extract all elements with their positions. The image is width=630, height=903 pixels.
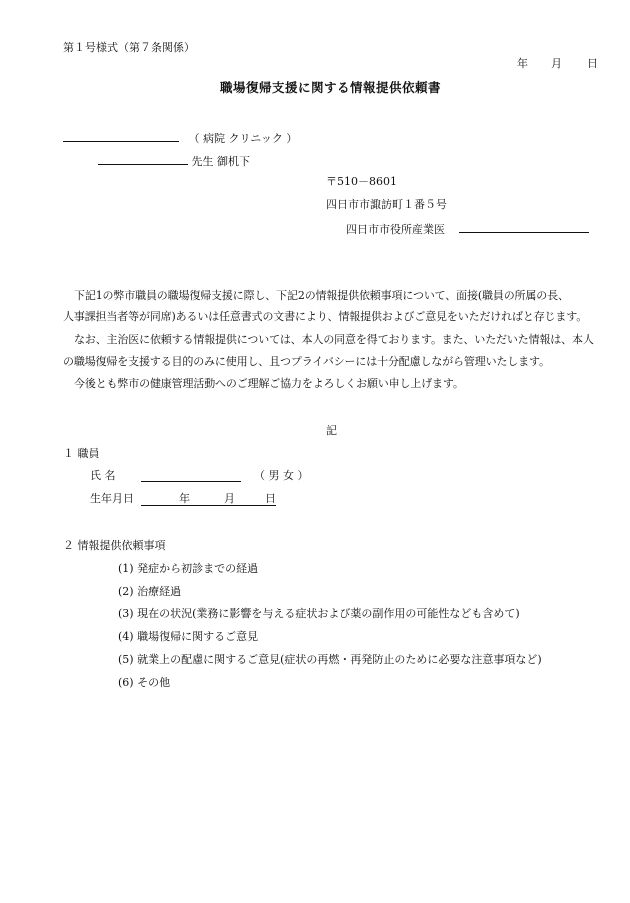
dob-year-label: 年 bbox=[179, 492, 190, 505]
employee-gender-options[interactable]: （ 男 女 ） bbox=[254, 469, 309, 482]
request-item: (4) 職場復帰に関するご意見 bbox=[118, 630, 259, 643]
request-item: (2) 治療経過 bbox=[118, 585, 182, 598]
employee-dob-blank[interactable] bbox=[141, 493, 276, 506]
ki-marker: 記 bbox=[326, 424, 337, 437]
section2-heading: ２ 情報提供依頼事項 bbox=[63, 539, 166, 552]
employee-name-blank[interactable] bbox=[141, 470, 241, 482]
addressee-institution-row bbox=[63, 130, 297, 144]
request-item: (5) 就業上の配慮に関するご意見(症状の再燃・再発防止のために必要な注意事項など) bbox=[118, 653, 542, 666]
body-p1-line2: 人事課担当者等が同席)あるいは任意書式の文書により、情報提供およびご意見をいただければと存じます。 bbox=[63, 310, 588, 323]
sender-signature-blank[interactable] bbox=[459, 221, 589, 233]
sender-postal-code: 〒510－8601 bbox=[326, 175, 397, 188]
addressee-doctor-row bbox=[98, 153, 250, 167]
doctor-name-blank[interactable] bbox=[98, 153, 188, 165]
sender-signature-row bbox=[346, 221, 589, 235]
sender-address: 四日市市諏訪町１番５号 bbox=[326, 198, 447, 211]
section1-heading: １ 職員 bbox=[63, 447, 100, 460]
date-day-label: 日 bbox=[587, 57, 598, 70]
body-p2-line2: の職場復帰を支援する目的のみに使用し、且つプライバシーには十分配慮しながら管理いたします。 bbox=[63, 355, 550, 368]
request-item: (3) 現在の状況(業務に影響を与える症状および薬の副作用の可能性なども含めて) bbox=[118, 607, 520, 620]
request-item: (1) 発症から初診までの経過 bbox=[118, 562, 259, 575]
employee-name-label: 氏 名 bbox=[90, 469, 116, 482]
dob-day-label: 日 bbox=[265, 492, 276, 505]
dob-month-label: 月 bbox=[224, 492, 235, 505]
form-number: 第１号様式（第７条関係） bbox=[63, 41, 195, 54]
date-month-label: 月 bbox=[551, 57, 562, 70]
institution-name-blank[interactable] bbox=[63, 130, 179, 142]
employee-dob-label: 生年月日 bbox=[90, 492, 134, 505]
request-item: (6) その他 bbox=[118, 676, 171, 689]
date-year-label: 年 bbox=[517, 57, 528, 70]
body-p2-line1: なお、主治医に依頼する情報提供については、本人の同意を得ております。また、いただいた情報は、本人 bbox=[74, 333, 594, 346]
doctor-honorific: 先生 御机下 bbox=[191, 155, 250, 168]
sender-role: 四日市市役所産業医 bbox=[346, 223, 445, 236]
body-p3-line1: 今後とも弊市の健康管理活動へのご理解ご協力をよろしくお願い申し上げます。 bbox=[74, 377, 464, 390]
page-title: 職場復帰支援に関する情報提供依頼書 bbox=[220, 80, 442, 95]
body-p1-line1: 下記1の弊市職員の職場復帰支援に際し、下記2の情報提供依頼事項について、面接(職員の所属の長、 bbox=[74, 289, 569, 302]
institution-type-label: （ 病院 クリニック ） bbox=[188, 132, 298, 145]
